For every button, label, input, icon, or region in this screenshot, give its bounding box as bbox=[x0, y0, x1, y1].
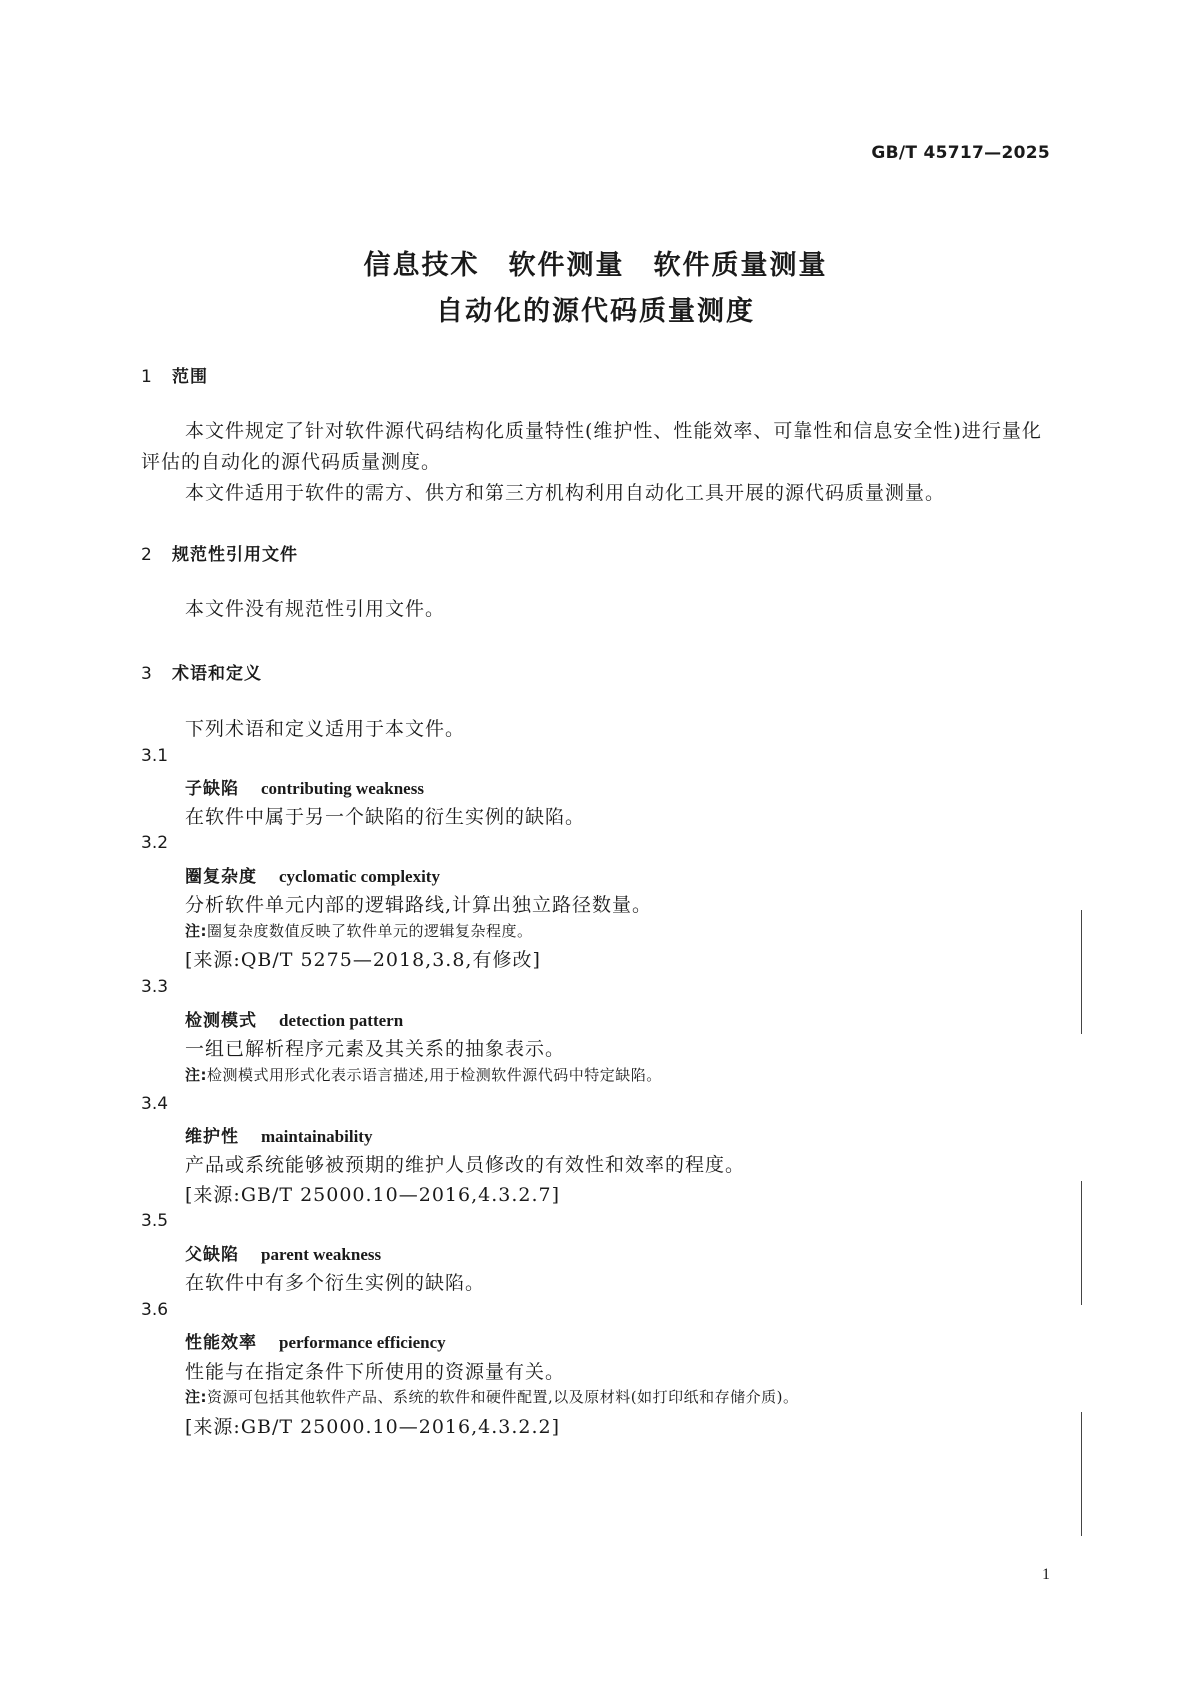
term-heading bbox=[185, 1006, 403, 1031]
note-text: 检测模式用形式化表示语言描述,用于检测软件源代码中特定缺陷。 bbox=[207, 1066, 662, 1084]
term-heading bbox=[185, 1328, 446, 1353]
scope-text bbox=[141, 416, 1051, 509]
term-definition: 在软件中属于另一个缺陷的衍生实例的缺陷。 bbox=[185, 806, 586, 828]
term-definition: 性能与在指定条件下所使用的资源量有关。 bbox=[185, 1361, 566, 1383]
note-label: 注: bbox=[185, 922, 207, 940]
term-english: detection pattern bbox=[279, 1011, 404, 1030]
term-heading bbox=[185, 1240, 381, 1265]
term-note bbox=[185, 920, 533, 941]
normative-paragraph: 本文件没有规范性引用文件。 bbox=[185, 598, 446, 620]
term-chinese: 性能效率 bbox=[185, 1333, 257, 1353]
note-text: 圈复杂度数值反映了软件单元的逻辑复杂程度。 bbox=[207, 922, 533, 940]
term-note bbox=[185, 1386, 798, 1407]
scope-paragraph-1: 本文件规定了针对软件源代码结构化质量特性(维护性、性能效率、可靠性和信息安全性)进行量化评估的自动化的源代码质量测度。 bbox=[141, 420, 1042, 473]
term-number: 3.5 bbox=[141, 1211, 169, 1231]
term-heading bbox=[185, 862, 440, 887]
term-source: [来源:GB/T 25000.10—2016,4.3.2.7] bbox=[185, 1184, 561, 1206]
term-heading bbox=[185, 774, 424, 799]
title-line-2: 自动化的源代码质量测度 bbox=[436, 296, 755, 327]
term-source: [来源:GB/T 25000.10—2016,4.3.2.2] bbox=[185, 1416, 561, 1438]
document-code: GB/T 45717—2025 bbox=[871, 143, 1050, 163]
section-number: 1 bbox=[141, 367, 153, 387]
note-label: 注: bbox=[185, 1066, 207, 1084]
document-title bbox=[0, 243, 1191, 335]
term-chinese: 维护性 bbox=[185, 1127, 239, 1147]
section-title: 范围 bbox=[172, 367, 208, 387]
scope-paragraph-2: 本文件适用于软件的需方、供方和第三方机构利用自动化工具开展的源代码质量测量。 bbox=[185, 482, 946, 504]
term-english: cyclomatic complexity bbox=[279, 867, 440, 886]
term-definition: 产品或系统能够被预期的维护人员修改的有效性和效率的程度。 bbox=[185, 1154, 746, 1176]
term-heading bbox=[185, 1122, 372, 1147]
terms-intro: 下列术语和定义适用于本文件。 bbox=[185, 718, 466, 740]
term-note bbox=[185, 1064, 662, 1085]
term-number: 3.6 bbox=[141, 1300, 169, 1320]
term-number: 3.4 bbox=[141, 1094, 169, 1114]
section-heading-terms bbox=[141, 659, 262, 684]
term-number: 3.3 bbox=[141, 977, 169, 997]
term-chinese: 圈复杂度 bbox=[185, 867, 257, 887]
section-title: 规范性引用文件 bbox=[172, 545, 298, 565]
page-number: 1 bbox=[1042, 1566, 1050, 1583]
term-chinese: 检测模式 bbox=[185, 1011, 257, 1031]
term-source: [来源:QB/T 5275—2018,3.8,有修改] bbox=[185, 949, 541, 971]
term-number: 3.2 bbox=[141, 833, 169, 853]
section-number: 2 bbox=[141, 545, 153, 565]
term-english: contributing weakness bbox=[261, 779, 424, 798]
change-bar bbox=[1081, 1412, 1082, 1536]
note-text: 资源可包括其他软件产品、系统的软件和硬件配置,以及原材料(如打印纸和存储介质)。 bbox=[207, 1388, 799, 1406]
section-title: 术语和定义 bbox=[172, 664, 262, 684]
section-number: 3 bbox=[141, 664, 153, 684]
term-english: performance efficiency bbox=[279, 1333, 446, 1352]
change-bar bbox=[1081, 1181, 1082, 1305]
term-definition: 分析软件单元内部的逻辑路线,计算出独立路径数量。 bbox=[185, 894, 653, 916]
term-chinese: 子缺陷 bbox=[185, 779, 239, 799]
title-line-1: 信息技术 软件测量 软件质量测量 bbox=[363, 250, 828, 281]
term-english: maintainability bbox=[261, 1127, 373, 1146]
term-number: 3.1 bbox=[141, 746, 169, 766]
section-heading-scope bbox=[141, 362, 208, 387]
change-bar bbox=[1081, 910, 1082, 1034]
term-chinese: 父缺陷 bbox=[185, 1245, 239, 1265]
term-english: parent weakness bbox=[261, 1245, 382, 1264]
term-definition: 一组已解析程序元素及其关系的抽象表示。 bbox=[185, 1038, 566, 1060]
section-heading-normative-references bbox=[141, 540, 298, 565]
term-definition: 在软件中有多个衍生实例的缺陷。 bbox=[185, 1272, 486, 1294]
note-label: 注: bbox=[185, 1388, 207, 1406]
